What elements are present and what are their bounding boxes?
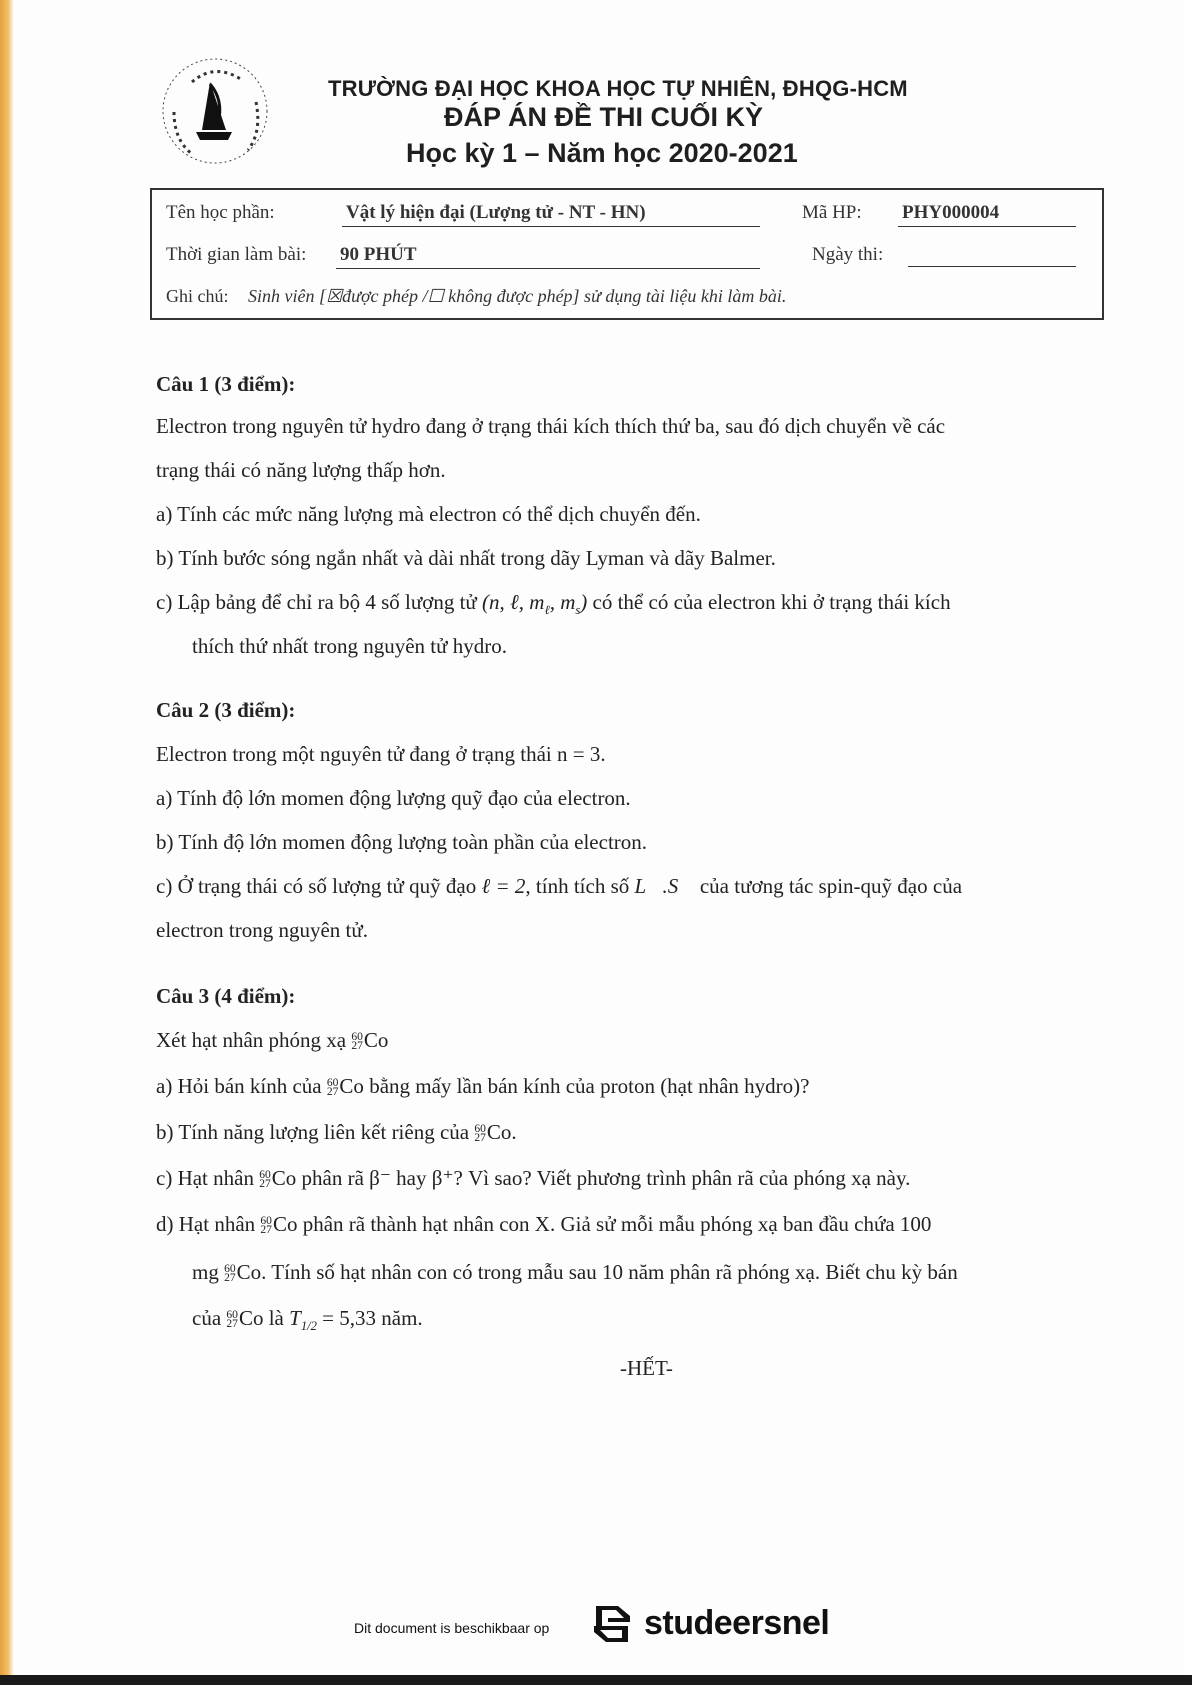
q2c-text-pre: c) Ở trạng thái có số lượng tử quỹ đạo xyxy=(156,874,477,898)
question-1-intro-line-1: Electron trong nguyên tử hydro đang ở trạng thái kích thích thứ ba, sau đó dịch chuyển về các xyxy=(156,414,946,438)
isotope-notation: 60 27 xyxy=(260,1214,272,1237)
university-name: TRƯỜNG ĐẠI HỌC KHOA HỌC TỰ NHIÊN, ĐHQG-HCM xyxy=(328,76,908,101)
isotope-notation: 60 27 xyxy=(326,1076,339,1099)
footer-banner xyxy=(354,1598,854,1648)
course-code-label: Mã HP: xyxy=(802,202,862,223)
question-3-intro: Xét hạt nhân phóng xạ 60 27Co xyxy=(156,1028,389,1053)
course-info-box xyxy=(150,188,1104,320)
question-1-title: Câu 1 (3 điểm): xyxy=(156,372,296,396)
question-3-part-c: c) Hạt nhân 60 27Co phân rã β⁻ hay β⁺? Vì sao? Viết phương trình phân rã của phóng xạ này. xyxy=(156,1166,911,1191)
isotope-notation: 60 27 xyxy=(259,1168,271,1191)
question-3-part-b: b) Tính năng lượng liên kết riêng của 60 27Co. xyxy=(156,1120,517,1145)
course-value: Vật lý hiện đại (Lượng tử - NT - HN) xyxy=(342,202,760,227)
question-2-intro: Electron trong một nguyên tử đang ở trạng thái n = 3. xyxy=(156,742,606,766)
question-3-part-a: a) Hỏi bán kính của 60 27Co bằng mấy lần bán kính của proton (hạt nhân hydro)? xyxy=(156,1074,810,1099)
isotope-notation: 60 27 xyxy=(224,1262,236,1285)
scan-edge xyxy=(0,0,14,1685)
question-2-part-a: a) Tính độ lớn momen động lượng quỹ đạo của electron. xyxy=(156,786,631,810)
spin-orbit-product: L⃗.S⃗ xyxy=(634,874,695,898)
question-2-part-c-line-1 xyxy=(156,874,962,899)
note-text: Sinh viên [☒được phép /☐ không được phép] sử dụng tài liệu khi làm bài. xyxy=(248,286,787,306)
q3-intro-text: Xét hạt nhân phóng xạ xyxy=(156,1028,347,1052)
question-3-part-d-line-2: mg 60 27Co. Tính số hạt nhân con có trong mẫu sau 10 năm phân rã phóng xạ. Biết chu kỳ bán xyxy=(192,1260,958,1285)
q2c-text-mid: , tính tích số xyxy=(525,874,630,898)
question-3-title: Câu 3 (4 điểm): xyxy=(156,984,296,1008)
orbital-quantum-number: ℓ = 2 xyxy=(481,874,526,898)
isotope-notation: 60 27 xyxy=(226,1308,238,1331)
question-1-part-c-line-2: thích thứ nhất trong nguyên tử hydro. xyxy=(192,634,507,658)
exam-title: ĐÁP ÁN ĐỀ THI CUỐI KỲ xyxy=(444,102,764,132)
time-label: Thời gian làm bài: xyxy=(166,244,307,265)
question-2-part-b: b) Tính độ lớn momen động lượng toàn phần của electron. xyxy=(156,830,648,854)
isotope-notation: 60 27 xyxy=(351,1030,363,1053)
question-2-part-c-line-2: electron trong nguyên tử. xyxy=(156,918,368,942)
studeersnel-brand[interactable]: studeersnel xyxy=(644,1604,830,1642)
question-1-part-a: a) Tính các mức năng lượng mà electron có thể dịch chuyển đến. xyxy=(156,502,701,526)
scan-edge-bottom xyxy=(0,1675,1192,1685)
q1c-text-post: có thể có của electron khi ở trạng thái kích xyxy=(592,590,951,614)
course-code-value: PHY000004 xyxy=(898,202,1076,227)
course-label: Tên học phần: xyxy=(166,202,275,223)
question-2-title: Câu 2 (3 điểm): xyxy=(156,698,296,722)
q2c-text-post: của tương tác spin-quỹ đạo của xyxy=(699,874,963,898)
exam-term: Học kỳ 1 – Năm học 2020-2021 xyxy=(406,138,798,168)
end-marker: -HẾT- xyxy=(620,1356,673,1380)
exam-date-label: Ngày thi: xyxy=(812,244,884,265)
question-1-part-b: b) Tính bước sóng ngắn nhất và dài nhất trong dãy Lyman và dãy Balmer. xyxy=(156,546,776,570)
exam-date-value xyxy=(908,244,1076,267)
half-life-symbol: $T_{1/2}$ xyxy=(289,1306,317,1334)
time-value: 90 PHÚT xyxy=(336,244,760,269)
university-logo xyxy=(152,52,278,170)
q1c-text-pre: c) Lập bảng để chỉ ra bộ 4 số lượng tử xyxy=(156,590,477,614)
note-label: Ghi chú: xyxy=(166,286,229,306)
question-3-part-d-line-1: d) Hạt nhân 60 27Co phân rã thành hạt nhân con X. Giả sử mỗi mẫu phóng xạ ban đầu chứa 100 xyxy=(156,1212,932,1237)
studeersnel-logo-icon[interactable] xyxy=(588,1600,636,1648)
question-3-part-d-line-3: của 60 27Co là $T_{1/2} = 5,33$ năm. xyxy=(192,1306,423,1334)
question-1-part-c-line-1 xyxy=(156,590,951,618)
half-life-value: = 5,33 năm. xyxy=(322,1306,423,1330)
question-1-intro-line-2: trạng thái có năng lượng thấp hơn. xyxy=(156,458,446,482)
quantum-numbers: (n, ℓ, $m_\ell$, $m_s$) xyxy=(482,590,588,618)
footer-availability-text: Dit document is beschikbaar op xyxy=(354,1620,550,1636)
isotope-notation: 60 27 xyxy=(474,1122,486,1145)
